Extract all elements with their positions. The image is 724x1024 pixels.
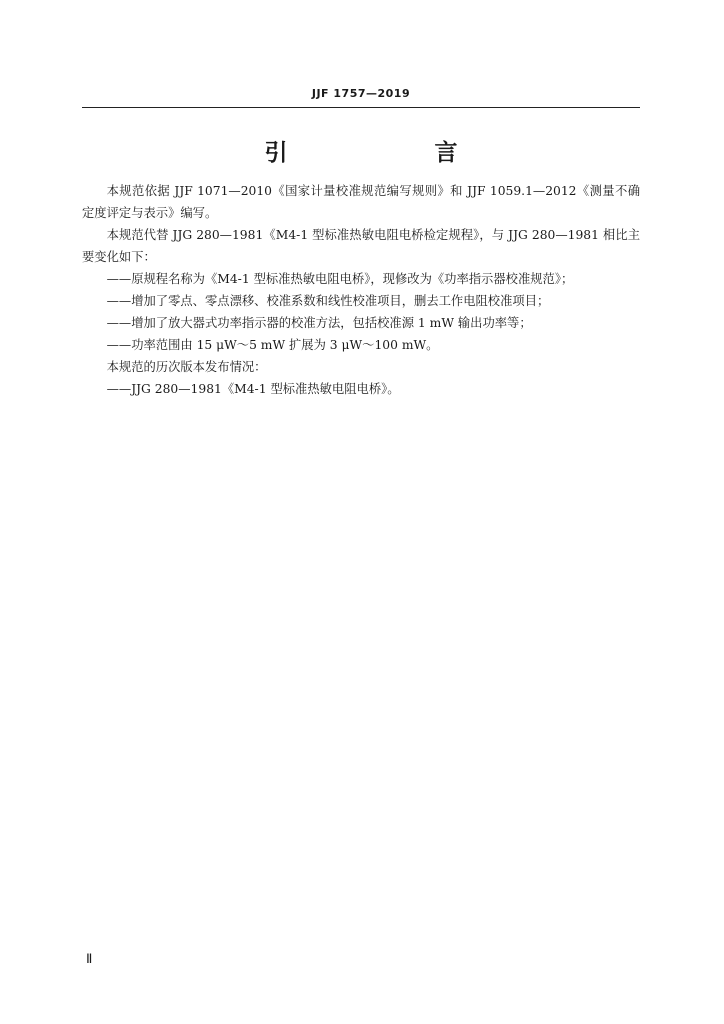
paragraph-replacement: 本规范代替 JJG 280—1981《M4-1 型标准热敏电阻电桥检定规程》，与 JJG 280—1981 相比主要变化如下： — [82, 228, 640, 264]
document-body — [82, 180, 640, 400]
running-header: JJF 1757—2019 — [311, 87, 411, 100]
change-item-range: ——功率范围由 15 μW～5 mW 扩展为 3 μW～100 mW。 — [106, 338, 439, 352]
history-item: ——JJG 280—1981《M4-1 型标准热敏电阻电桥》。 — [106, 382, 400, 396]
page-title: 引 言 — [264, 140, 520, 166]
paragraph-history: 本规范的历次版本发布情况： — [106, 360, 267, 374]
change-item-amplifier: ——增加了放大器式功率指示器的校准方法，包括校准源 1 mW 输出功率等； — [106, 316, 532, 330]
page-number: Ⅱ — [86, 951, 93, 966]
change-item-name: ——原规程名称为《M4-1 型标准热敏电阻电桥》，现修改为《功率指示器校准规范》； — [106, 272, 574, 286]
change-item-zero: ——增加了零点、零点漂移、校准系数和线性校准项目，删去工作电阻校准项目； — [106, 294, 550, 308]
paragraph-basis: 本规范依据 JJF 1071—2010《国家计量校准规范编写规则》和 JJF 1059.1—2012《测量不确定度评定与表示》编写。 — [82, 184, 640, 220]
header-rule — [82, 107, 640, 108]
